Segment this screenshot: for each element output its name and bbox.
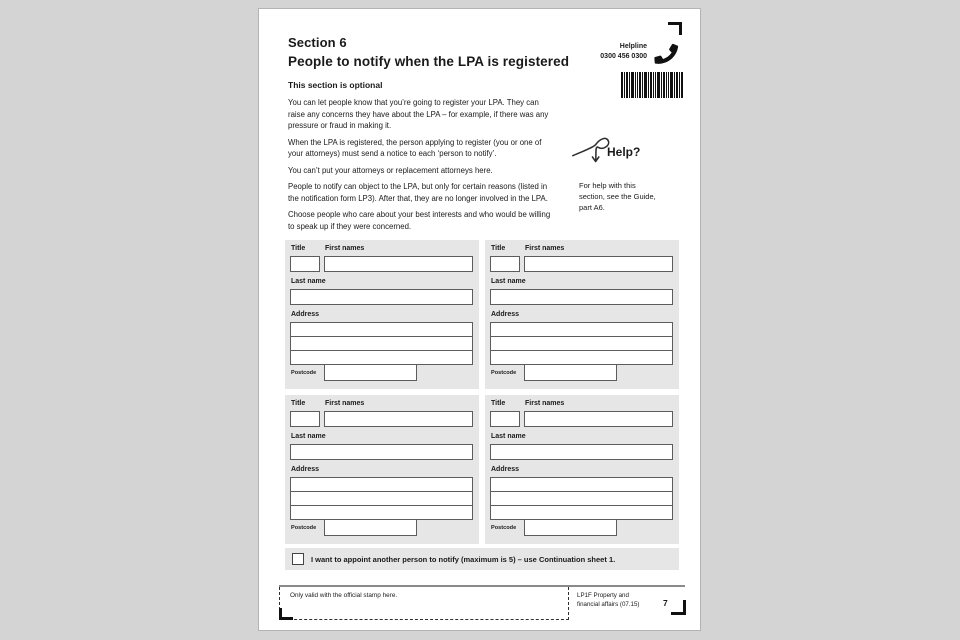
address-label: Address [491,311,520,318]
intro-paragraph: When the LPA is registered, the person applying to register (you or one of your attorneys) must send a notice to each ‘person to notify’. [288,137,542,159]
address-line1-input[interactable] [290,477,473,492]
barcode-icon [621,72,683,98]
first-names-label: First names [525,400,565,407]
title-label: Title [291,245,306,252]
title-input[interactable] [490,256,520,272]
postcode-label: Postcode [291,370,317,376]
corner-mark-bottom-left-icon [279,608,293,620]
intro-paragraph: People to notify can object to the LPA, but only for certain reasons (listed in the notification form LP3). After that, they are no longer involved in the LPA. [288,182,548,203]
helpline-number: 0300 456 0300 [600,52,647,60]
last-name-label: Last name [491,433,526,440]
address-line2-input[interactable] [290,336,473,351]
address-label: Address [291,466,320,473]
person-to-notify-panel [285,395,479,544]
intro-paragraph: You can’t put your attorneys or replacement attorneys here. [288,165,493,175]
optional-note: This section is optional [288,80,383,90]
page-title: People to notify when the LPA is registered [288,54,570,69]
section-label: Section 6 [288,35,347,50]
postcode-input[interactable] [324,519,417,536]
title-input[interactable] [290,411,320,427]
address-line3-input[interactable] [290,350,473,365]
address-label: Address [491,466,520,473]
first-names-label: First names [525,245,565,252]
intro-paragraph: You can let people know that you’re going to register your LPA. They can raise any concerns they have about the LPA – for example, if there was any pressure or fraud in making it. [288,98,549,131]
postcode-label: Postcode [491,525,517,531]
postcode-label: Postcode [491,370,517,376]
continuation-label: I want to appoint another person to notify (maximum is 5) – use Continuation sheet 1. [311,554,616,564]
person-to-notify-panel [285,240,479,389]
address-line2-input[interactable] [290,491,473,506]
first-names-label: First names [325,400,365,407]
address-line2-input[interactable] [490,336,673,351]
address-label: Address [291,311,320,318]
postcode-input[interactable] [524,364,617,381]
form-id: LP1F Property and financial affairs (07.15) [577,592,640,608]
last-name-label: Last name [291,433,326,440]
person-to-notify-panel [485,240,679,389]
notify-panels [285,240,679,544]
corner-mark-top-right-icon [668,22,682,35]
title-label: Title [491,245,506,252]
last-name-input[interactable] [490,444,673,460]
helpline-block [600,42,647,61]
postcode-input[interactable] [324,364,417,381]
first-names-input[interactable] [324,256,473,272]
postcode-input[interactable] [524,519,617,536]
page-header [288,33,569,71]
official-stamp-box [279,587,569,620]
first-names-input[interactable] [524,256,673,272]
address-line1-input[interactable] [490,322,673,337]
phone-icon [653,39,679,70]
title-label: Title [491,400,506,407]
help-squiggle-arrow-icon [572,132,612,172]
stamp-note: Only valid with the official stamp here. [290,592,398,599]
address-line3-input[interactable] [490,505,673,520]
address-line1-input[interactable] [290,322,473,337]
intro-paragraphs [288,97,556,237]
continuation-checkbox[interactable] [292,553,304,565]
continuation-bar [285,548,679,570]
last-name-label: Last name [291,278,326,285]
form-page [258,8,701,631]
help-title: Help? [607,145,641,159]
intro-paragraph: Choose people who care about your best interests and who would be willing to speak up if they were concerned. [288,210,551,231]
postcode-label: Postcode [291,525,317,531]
address-line2-input[interactable] [490,491,673,506]
helpline-label: Helpline [619,43,647,50]
first-names-input[interactable] [324,411,473,427]
last-name-label: Last name [491,278,526,285]
address-line1-input[interactable] [490,477,673,492]
title-input[interactable] [490,411,520,427]
corner-mark-bottom-right-icon [671,600,686,615]
page-number: 7 [663,598,668,608]
help-text: For help with this section, see the Guide, part A6. [579,181,656,212]
address-line3-input[interactable] [490,350,673,365]
title-label: Title [291,400,306,407]
address-line3-input[interactable] [290,505,473,520]
first-names-label: First names [325,245,365,252]
last-name-input[interactable] [290,289,473,305]
last-name-input[interactable] [490,289,673,305]
last-name-input[interactable] [290,444,473,460]
title-input[interactable] [290,256,320,272]
first-names-input[interactable] [524,411,673,427]
person-to-notify-panel [485,395,679,544]
